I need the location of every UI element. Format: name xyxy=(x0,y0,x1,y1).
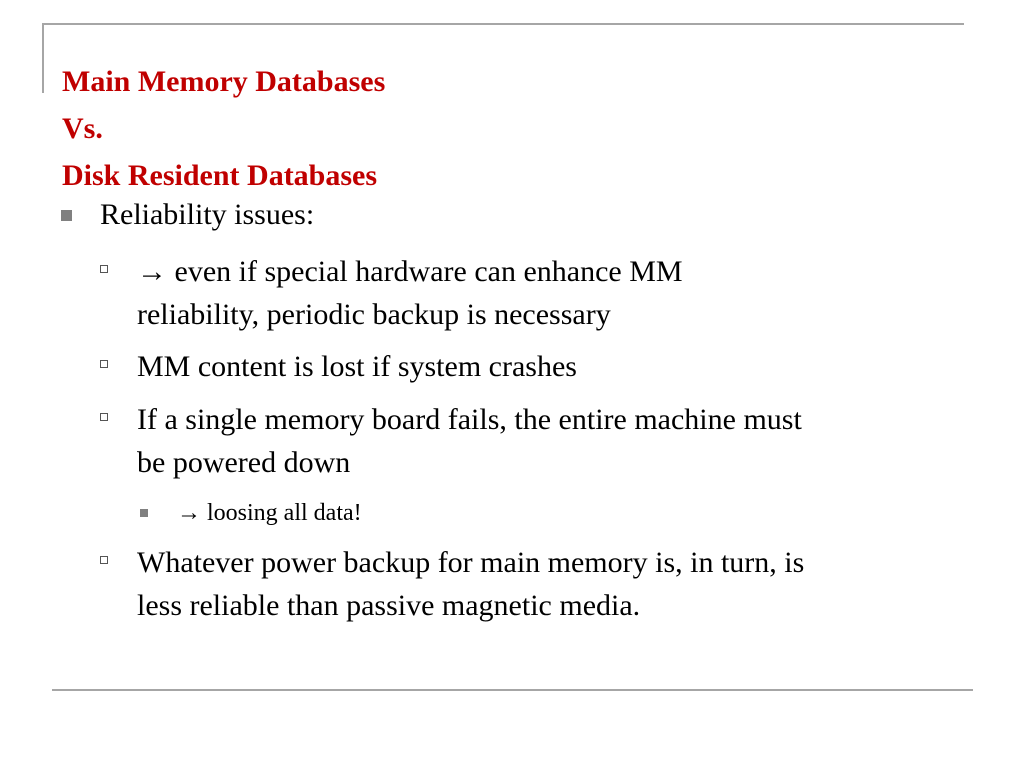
sub-bullet-text xyxy=(137,398,972,484)
sub-bullet-text xyxy=(137,541,972,627)
slide-frame-bottom xyxy=(52,689,973,691)
sub-bullet-text xyxy=(137,345,972,388)
title-line-1: Main Memory Databases xyxy=(62,65,386,98)
slide-title xyxy=(62,58,385,199)
sub-bullet-line: reliability, periodic backup is necessary xyxy=(137,298,611,331)
sub-bullet-text xyxy=(137,250,972,336)
title-line-3: Disk Resident Databases xyxy=(62,159,378,192)
sub-bullet-line: MM content is lost if system crashes xyxy=(137,350,577,383)
title-line-2: Vs. xyxy=(62,112,103,145)
hollow-square-bullet-icon xyxy=(100,413,108,421)
slide-frame-top xyxy=(42,23,964,25)
square-bullet-icon xyxy=(61,210,72,221)
sub-bullet-line: Whatever power backup for main memory is, in turn, is xyxy=(137,546,805,579)
sub-sub-bullet-text: → loosing all data! xyxy=(177,500,362,526)
hollow-square-bullet-icon xyxy=(100,360,108,368)
sub-bullet-line: If a single memory board fails, the entire machine must xyxy=(137,403,802,436)
square-bullet-icon xyxy=(140,509,148,517)
sub-bullet-line: → even if special hardware can enhance MM xyxy=(137,255,683,288)
sub-bullet-line: be powered down xyxy=(137,446,351,479)
bullet-text: Reliability issues: xyxy=(100,198,315,231)
slide-frame-left xyxy=(42,23,44,93)
hollow-square-bullet-icon xyxy=(100,265,108,273)
hollow-square-bullet-icon xyxy=(100,556,108,564)
sub-bullet-line: less reliable than passive magnetic media. xyxy=(137,589,641,622)
